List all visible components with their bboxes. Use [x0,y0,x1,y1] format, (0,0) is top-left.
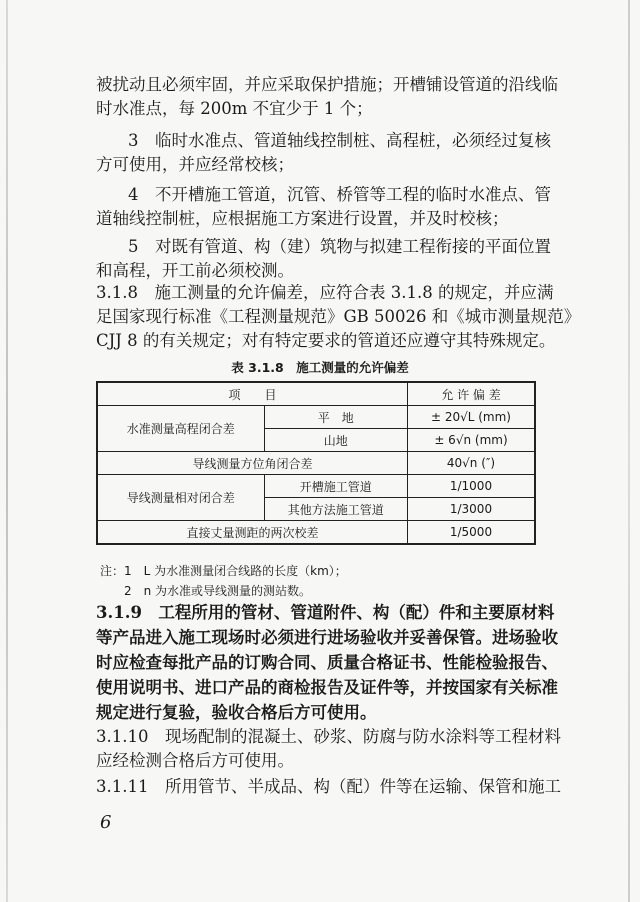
cell-flat-value: ± 20√L (mm) [407,406,535,429]
table-row [97,475,535,498]
table-header-row [97,382,535,406]
tolerance-table [96,381,536,545]
scan-edge-left [6,0,8,902]
table-note-2: 2 n 为水准或导线测量的测站数。 [100,584,312,598]
text-line: 时应检查每批产品的订购合同、质量合格证书、性能检验报告、 [96,653,558,672]
cell-other: 其他方法施工管道 [264,498,407,521]
cell-hill: 山地 [264,429,407,452]
text-line: 方可使用，并应经常校核； [96,155,294,174]
text-line: 3 临时水准点、管道轴线控制桩、高程桩，必须经过复核 [128,131,551,150]
text-line: 被扰动且必须牢固，并应采取保护措施；开槽铺设管道的沿线临 [96,75,558,94]
cell-azimuth: 导线测量方位角闭合差 [97,452,407,475]
cell-hill-value: ± 6√n (mm) [407,429,535,452]
cell-trench: 开槽施工管道 [264,475,407,498]
text-line: 和高程，开工前必须校测。 [96,261,294,280]
text-line: 规定进行复验，验收合格后方可使用。 [96,703,377,722]
cell-other-value: 1/3000 [407,498,535,521]
cell-level-group: 水准测量高程闭合差 [97,406,264,452]
text-line: 等产品进入施工现场时必须进行进场验收并妥善保管。进场验收 [96,628,558,647]
text-line: 应经检测合格后方可使用。 [96,751,294,770]
header-item: 项 目 [97,382,407,406]
text-line: 3.1.8 施工测量的允许偏差，应符合表 3.1.8 的规定，并应满 [96,283,554,302]
cell-azimuth-value: 40√n (″) [407,452,535,475]
text-line: 4 不开槽施工管道，沉管、桥管等工程的临时水准点、管 [128,185,551,204]
cell-tape: 直接丈量测距的两次校差 [97,521,407,545]
text-line: 使用说明书、进口产品的商检报告及证件等，并按国家有关标准 [96,678,558,697]
cell-relative-group: 导线测量相对闭合差 [97,475,264,521]
table-row [97,452,535,475]
table-row [97,406,535,429]
text-line: 足国家现行标准《工程测量规范》GB 50026 和《城市测量规范》 [96,307,581,326]
text-line: 3.1.10 现场配制的混凝土、砂浆、防腐与防水涂料等工程材料 [96,727,561,746]
cell-trench-value: 1/1000 [407,475,535,498]
table-note-1: 注：1 L 为水准测量闭合线路的长度（km）； [100,564,347,578]
text-line: CJJ 8 的有关规定；对有特定要求的管道还应遵守其特殊规定。 [96,331,556,350]
text-line: 3.1.9 工程所用的管材、管道附件、构（配）件和主要原材料 [96,603,555,622]
table-caption: 表 3.1.8 施工测量的允许偏差 [231,360,409,375]
cell-flat: 平 地 [264,406,407,429]
scan-edge-right [628,0,630,902]
text-line: 时水准点，每 200m 不宜少于 1 个； [96,99,373,118]
text-line: 5 对既有管道、构（建）筑物与拟建工程衔接的平面位置 [128,237,551,256]
page-number: 6 [100,812,112,833]
cell-tape-value: 1/5000 [407,521,535,545]
table-row [97,521,535,545]
header-tolerance: 允 许 偏 差 [407,382,535,406]
text-line: 3.1.11 所用管节、半成品、构（配）件等在运输、保管和施工 [96,777,561,796]
text-line: 道轴线控制桩，应根据施工方案进行设置，并及时校核； [96,209,509,228]
